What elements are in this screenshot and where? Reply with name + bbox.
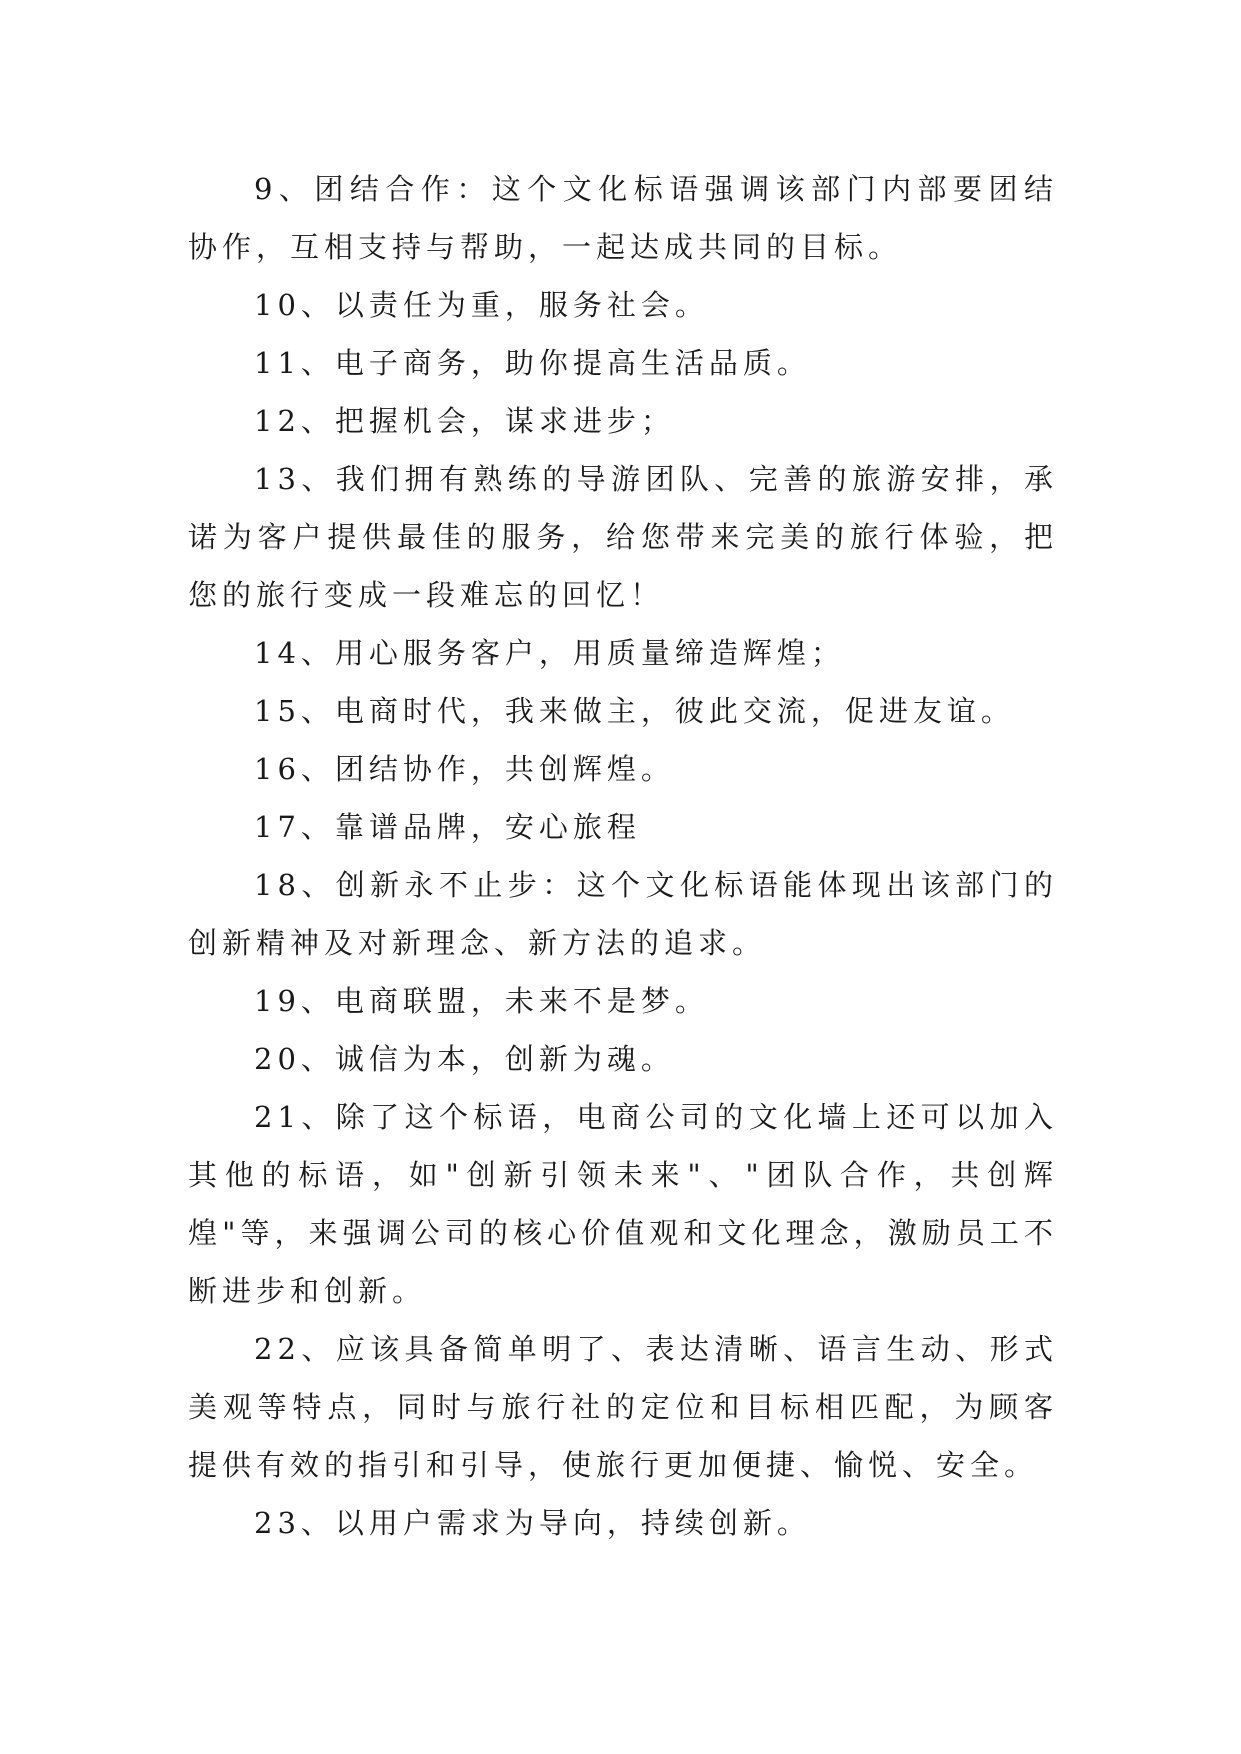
paragraph-14: 14、用心服务客户，用质量缔造辉煌； <box>254 636 845 670</box>
paragraph-13: 13、我们拥有熟练的导游团队、完善的旅游安排，承诺为客户提供最佳的服务，给您带来完美的旅行体验，把您的旅行变成一段难忘的回忆！ <box>188 462 1058 612</box>
document-body <box>188 160 1058 1552</box>
paragraph-11: 11、电子商务，助你提高生活品质。 <box>254 346 811 380</box>
paragraph-10: 10、以责任为重，服务社会。 <box>254 288 709 322</box>
paragraph-21: 21、除了这个标语，电商公司的文化墙上还可以加入其他的标语，如"创新引领未来"、"团队合作，共创辉煌"等，来强调公司的核心价值观和文化理念，激励员工不断进步和创新。 <box>188 1100 1058 1308</box>
paragraph-15: 15、电商时代，我来做主，彼此交流，促进友谊。 <box>254 694 1015 728</box>
paragraph-17: 17、靠谱品牌，安心旅程 <box>254 810 641 844</box>
paragraph-22: 22、应该具备简单明了、表达清晰、语言生动、形式美观等特点，同时与旅行社的定位和目标相匹配，为顾客提供有效的指引和引导，使旅行更加便捷、愉悦、安全。 <box>188 1332 1058 1482</box>
paragraph-18: 18、创新永不止步：这个文化标语能体现出该部门的创新精神及对新理念、新方法的追求。 <box>188 868 1058 960</box>
paragraph-19: 19、电商联盟，未来不是梦。 <box>254 984 709 1018</box>
paragraph-23: 23、以用户需求为导向，持续创新。 <box>254 1506 811 1540</box>
paragraph-12: 12、把握机会，谋求进步； <box>254 404 675 438</box>
paragraph-16: 16、团结协作，共创辉煌。 <box>254 752 675 786</box>
paragraph-9: 9、团结合作：这个文化标语强调该部门内部要团结协作，互相支持与帮助，一起达成共同的目标。 <box>188 172 1058 264</box>
paragraph-20: 20、诚信为本，创新为魂。 <box>254 1042 675 1076</box>
